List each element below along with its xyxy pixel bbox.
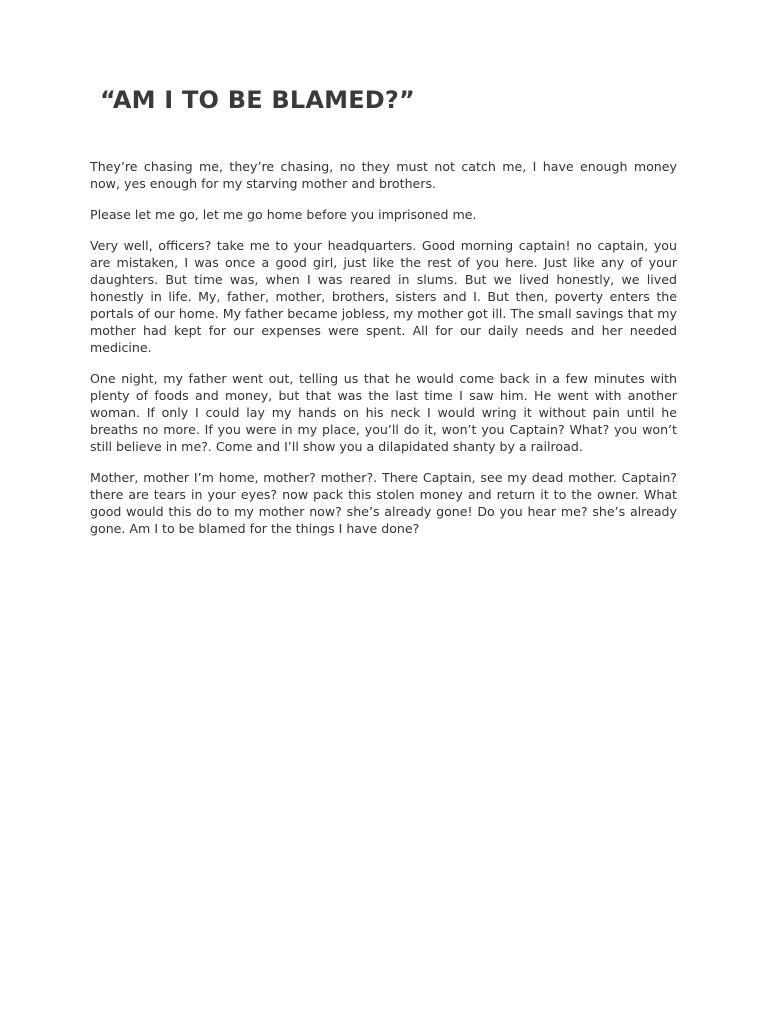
paragraph-1: They’re chasing me, they’re chasing, no they must not catch me, I have enough money now, yes enough for my starving mother and brothers.	[90, 159, 677, 191]
paragraph-3: Very well, officers? take me to your headquarters. Good morning captain! no captain, you are mistaken, I was once a good girl, just like the rest of you here. Just like any of your daughters. But time was, when I was reared in slums. But we lived honestly, we lived honestly in life. My, father, mother, brothers, sisters and I. But then, poverty enters the portals of our home. My father became jobless, my mother got ill. The small savings that my mother had kept for our expenses were spent. All for our daily needs and her needed medicine.	[90, 238, 677, 355]
document-body	[90, 158, 677, 551]
paragraph-2: Please let me go, let me go home before you imprisoned me.	[90, 207, 477, 222]
document-title: “AM I TO BE BLAMED?”	[100, 86, 416, 114]
paragraph-5: Mother, mother I’m home, mother? mother?. There Captain, see my dead mother. Captain? there are tears in your eyes? now pack this stolen money and return it to the owner. What good would this do to my mother now? she’s already gone! Do you hear me? she’s already gone. Am I to be blamed for the things I have done?	[90, 470, 677, 536]
paragraph-4: One night, my father went out, telling us that he would come back in a few minutes with plenty of foods and money, but that was the last time I saw him. He went with another woman. If only I could lay my hands on his neck I would wring it without pain until he breaths no more. If you were in my place, you’ll do it, won’t you Captain? What? you won’t still believe in me?. Come and I’ll show you a dilapidated shanty by a railroad.	[90, 371, 677, 454]
